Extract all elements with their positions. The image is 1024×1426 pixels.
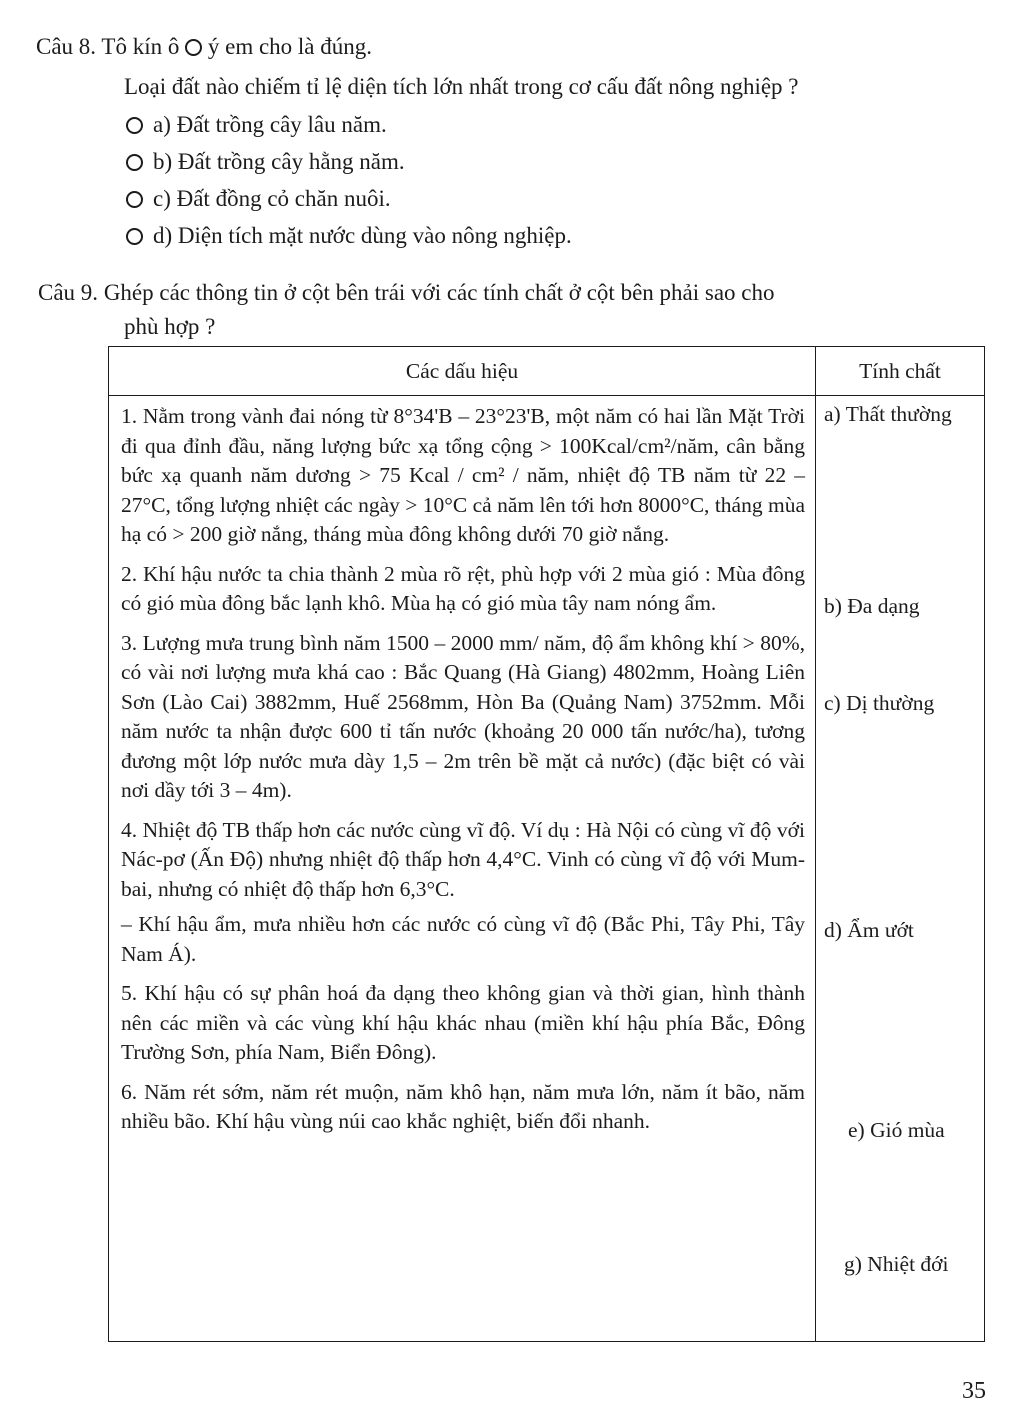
option-d[interactable]: [126, 223, 572, 249]
property-e-label: e) Gió mùa: [848, 1118, 945, 1142]
option-a[interactable]: [126, 112, 387, 138]
property-b-label: b) Đa dạng: [824, 594, 920, 618]
sign-3: 3. Lượng mưa trung bình năm 1500 – 2000 mm/ năm, độ ẩm không khí > 80%, có vài nơi lượng mưa khá cao : Bắc Quang (Hà Giang) 4802mm, Hoàng Liên Sơn (Lào Cai) 3882mm, Huế 2568mm, Hòn Ba (Quảng Nam) 3752mm. Mỗi năm nước ta nhận được 600 tỉ tấn nước (khoảng 20 000 tấn nước/ha), tương đương một lớp nước mưa dày 1,5 – 2m trên bề mặt cả nước) (đặc biệt có vài nơi dầy tới 3 – 4m).: [121, 630, 805, 802]
question-9-label: Câu 9.: [38, 280, 99, 305]
matching-table: [108, 346, 985, 1342]
header-properties: Tính chất: [816, 347, 985, 396]
question-9-text: Ghép các thông tin ở cột bên trái với các tính chất ở cột bên phải sao cho: [103, 280, 775, 305]
question-8-instruction: [36, 34, 372, 60]
instruction-before: Tô kín ô: [101, 34, 180, 59]
question-8: [36, 34, 799, 99]
question-9: [38, 276, 982, 344]
question-8-label: Câu 8.: [36, 34, 97, 59]
radio-circle-icon[interactable]: [126, 117, 143, 134]
radio-circle-icon[interactable]: [126, 154, 143, 171]
option-c-label: c) Đất đồng cỏ chăn nuôi.: [153, 186, 391, 211]
sign-5: 5. Khí hậu có sự phân hoá đa dạng theo không gian và thời gian, hình thành nên các miền và các vùng khí hậu khác nhau (miền khí hậu phía Bắc, Đông Trường Sơn, phía Nam, Biển Đông).: [121, 981, 805, 1064]
page-number: 35: [962, 1378, 986, 1404]
property-g-label: g) Nhiệt đới: [844, 1252, 949, 1276]
table-header-row: [109, 347, 985, 396]
option-d-label: d) Diện tích mặt nước dùng vào nông nghiệp.: [153, 223, 572, 248]
signs-column: [109, 396, 816, 1342]
properties-column: [816, 396, 985, 1342]
question-8-text: Loại đất nào chiếm tỉ lệ diện tích lớn nhất trong cơ cấu đất nông nghiệp ?: [124, 74, 799, 99]
option-a-label: a) Đất trồng cây lâu năm.: [153, 112, 387, 137]
sign-2: 2. Khí hậu nước ta chia thành 2 mùa rõ rệt, phù hợp với 2 mùa gió : Mùa đông có gió mùa đông bắc lạnh khô. Mùa hạ có gió mùa tây nam nóng ẩm.: [121, 561, 805, 615]
option-b[interactable]: [126, 149, 405, 175]
property-c-label: c) Dị thường: [824, 691, 935, 715]
radio-circle-icon[interactable]: [126, 191, 143, 208]
question-9-line1: [38, 276, 982, 310]
table-body-row: [109, 396, 985, 1342]
question-9-line2: phù hợp ?: [124, 314, 216, 339]
sign-4-extra: – Khí hậu ẩm, mưa nhiều hơn các nước có cùng vĩ độ (Bắc Phi, Tây Phi, Tây Nam Á).: [121, 912, 805, 966]
header-signs: Các dấu hiệu: [109, 347, 816, 396]
sign-4: 4. Nhiệt độ TB thấp hơn các nước cùng vĩ độ. Ví dụ : Hà Nội có cùng vĩ độ với Nác-pơ (Ấn Độ) nhưng nhiệt độ thấp hơn 4,4°C. Vinh có cùng vĩ độ với Mum-bai, nhưng có nhiệt độ thấp hơn 6,3°C.: [121, 817, 805, 901]
property-d-label: d) Ẩm ướt: [824, 918, 914, 942]
sign-6: 6. Năm rét sớm, năm rét muộn, năm khô hạn, năm mưa lớn, năm ít bão, năm nhiều bão. Khí hậu vùng núi cao khắc nghiệt, biến đổi nhanh.: [121, 1079, 805, 1133]
radio-circle-icon[interactable]: [126, 228, 143, 245]
option-b-label: b) Đất trồng cây hằng năm.: [153, 149, 405, 174]
answer-circle-icon: [185, 39, 202, 56]
sign-1: 1. Nằm trong vành đai nóng từ 8°34'B – 23°23'B, một năm có hai lần Mặt Trời đi qua đỉnh đầu, năng lượng bức xạ tổng cộng > 100Kcal/cm²/năm, cân bằng bức xạ quanh năm dương > 75 Kcal / cm² / năm, nhiệt độ TB năm từ 22 – 27°C, tổng lượng nhiệt các ngày > 10°C cả năm lên tới hơn 8000°C, tháng mùa hạ có > 200 giờ nắng, tháng mùa đông không dưới 70 giờ nắng.: [121, 404, 805, 546]
instruction-after: ý em cho là đúng.: [207, 34, 373, 59]
property-a-label: a) Thất thường: [824, 402, 952, 426]
option-c[interactable]: [126, 186, 391, 212]
